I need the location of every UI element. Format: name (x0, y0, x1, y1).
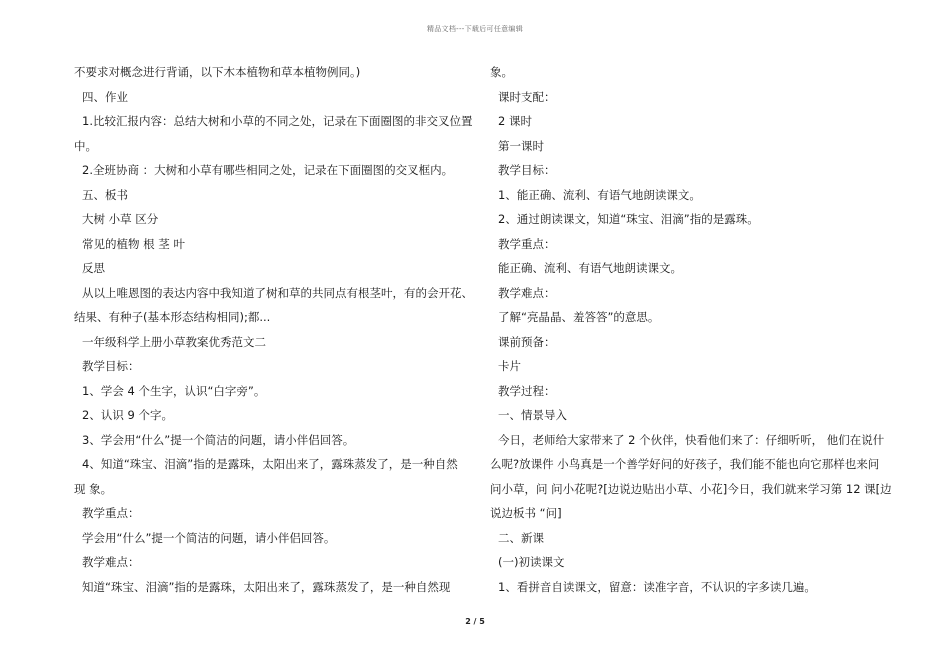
text-line: 今日，老师给大家带来了 2 个伙伴，快看他们来了：仔细听听， 他们在说什 (498, 432, 885, 447)
page-header: 精品文档---下载后可任意编辑 (426, 25, 524, 33)
text-line: 课时支配： (498, 89, 556, 104)
text-line: 教学难点： (498, 285, 556, 300)
text-line: 从以上唯恩图的表达内容中我知道了树和草的共同点有根茎叶，有的会开花、 (82, 285, 473, 300)
text-line: 不要求对概念进行背诵，以下木本植物和草本植物例同。) (74, 65, 361, 79)
text-line: 么呢?放课件 小鸟真是一个善学好问的好孩子，我们能不能也向它那样也来问 (490, 457, 880, 471)
text-line: 象。 (490, 65, 513, 79)
text-line: 1、看拼音自读课文，留意：读准字音，不认识的字多读几遍。 (498, 579, 816, 594)
text-line: 中。 (74, 138, 97, 153)
text-line: 四、作业 (82, 89, 128, 104)
left-column (74, 60, 473, 599)
text-line: 了解“亮晶晶、羞答答”的意思。 (498, 310, 660, 324)
text-line: 二、新课 (498, 530, 544, 545)
text-line: 3、学会用“什么”提一个简洁的问题，请小伴侣回答。 (82, 432, 355, 447)
text-line: 课前预备： (498, 334, 556, 349)
text-line: 教学难点： (82, 555, 140, 569)
text-line: 一、情景导入 (498, 408, 567, 422)
text-line: 问小草，问 问小花呢?[边说边贴出小草、小花]今日，我们就来学习第 12 课[边 (490, 481, 892, 496)
text-line: 教学重点： (498, 236, 556, 251)
text-line: 1、能正确、流利、有语气地朗读课文。 (498, 187, 701, 202)
text-line: 教学重点： (82, 506, 140, 520)
text-line: 说边板书 “问] (490, 506, 562, 520)
text-line: 2、通过朗读课文，知道“珠宝、泪滴”指的是露珠。 (498, 212, 759, 226)
text-line: 2、认识 9 个字。 (82, 408, 173, 422)
page-number: 2 / 5 (465, 617, 485, 626)
text-line: 教学目标： (82, 359, 140, 373)
text-line: (一)初读课文 (498, 555, 565, 569)
text-line: 学会用“什么”提一个简洁的问题，请小伴侣回答。 (82, 530, 336, 545)
text-line: 结果、有种子(基本形态结构相同);都... (74, 310, 271, 324)
text-line: 常见的植物 根 茎 叶 (82, 236, 185, 251)
right-column (490, 60, 892, 599)
text-line: 一年级科学上册小草教案优秀范文二 (82, 334, 266, 349)
text-line: 知道“珠宝、泪滴”指的是露珠，太阳出来了，露珠蒸发了，是一种自然现 (82, 579, 451, 594)
text-line: 能正确、流利、有语气地朗读课文。 (498, 261, 682, 275)
text-line: 教学目标： (498, 163, 556, 177)
text-line: 大树 小草 区分 (82, 212, 159, 226)
text-line: 1、学会 4 个生字，认识“白字旁”。 (82, 383, 266, 398)
text-line: 教学过程： (498, 383, 556, 398)
text-line: 4、知道“珠宝、泪滴”指的是露珠，太阳出来了，露珠蒸发了，是一种自然 (82, 457, 458, 471)
text-line: 五、板书 (82, 187, 128, 202)
text-line: 1.比较汇报内容：总结大树和小草的不同之处，记录在下面圈图的非交叉位置 (82, 114, 473, 128)
text-line: 反思 (82, 261, 105, 275)
text-line: 2 课时 (498, 114, 532, 128)
text-line: 2.全班协商 ：大树和小草有哪些相同之处，记录在下面圈图的交叉框内。 (82, 163, 454, 177)
text-line: 现 象。 (74, 481, 113, 496)
text-line: 卡片 (498, 359, 521, 373)
text-line: 第一课时 (498, 138, 544, 153)
